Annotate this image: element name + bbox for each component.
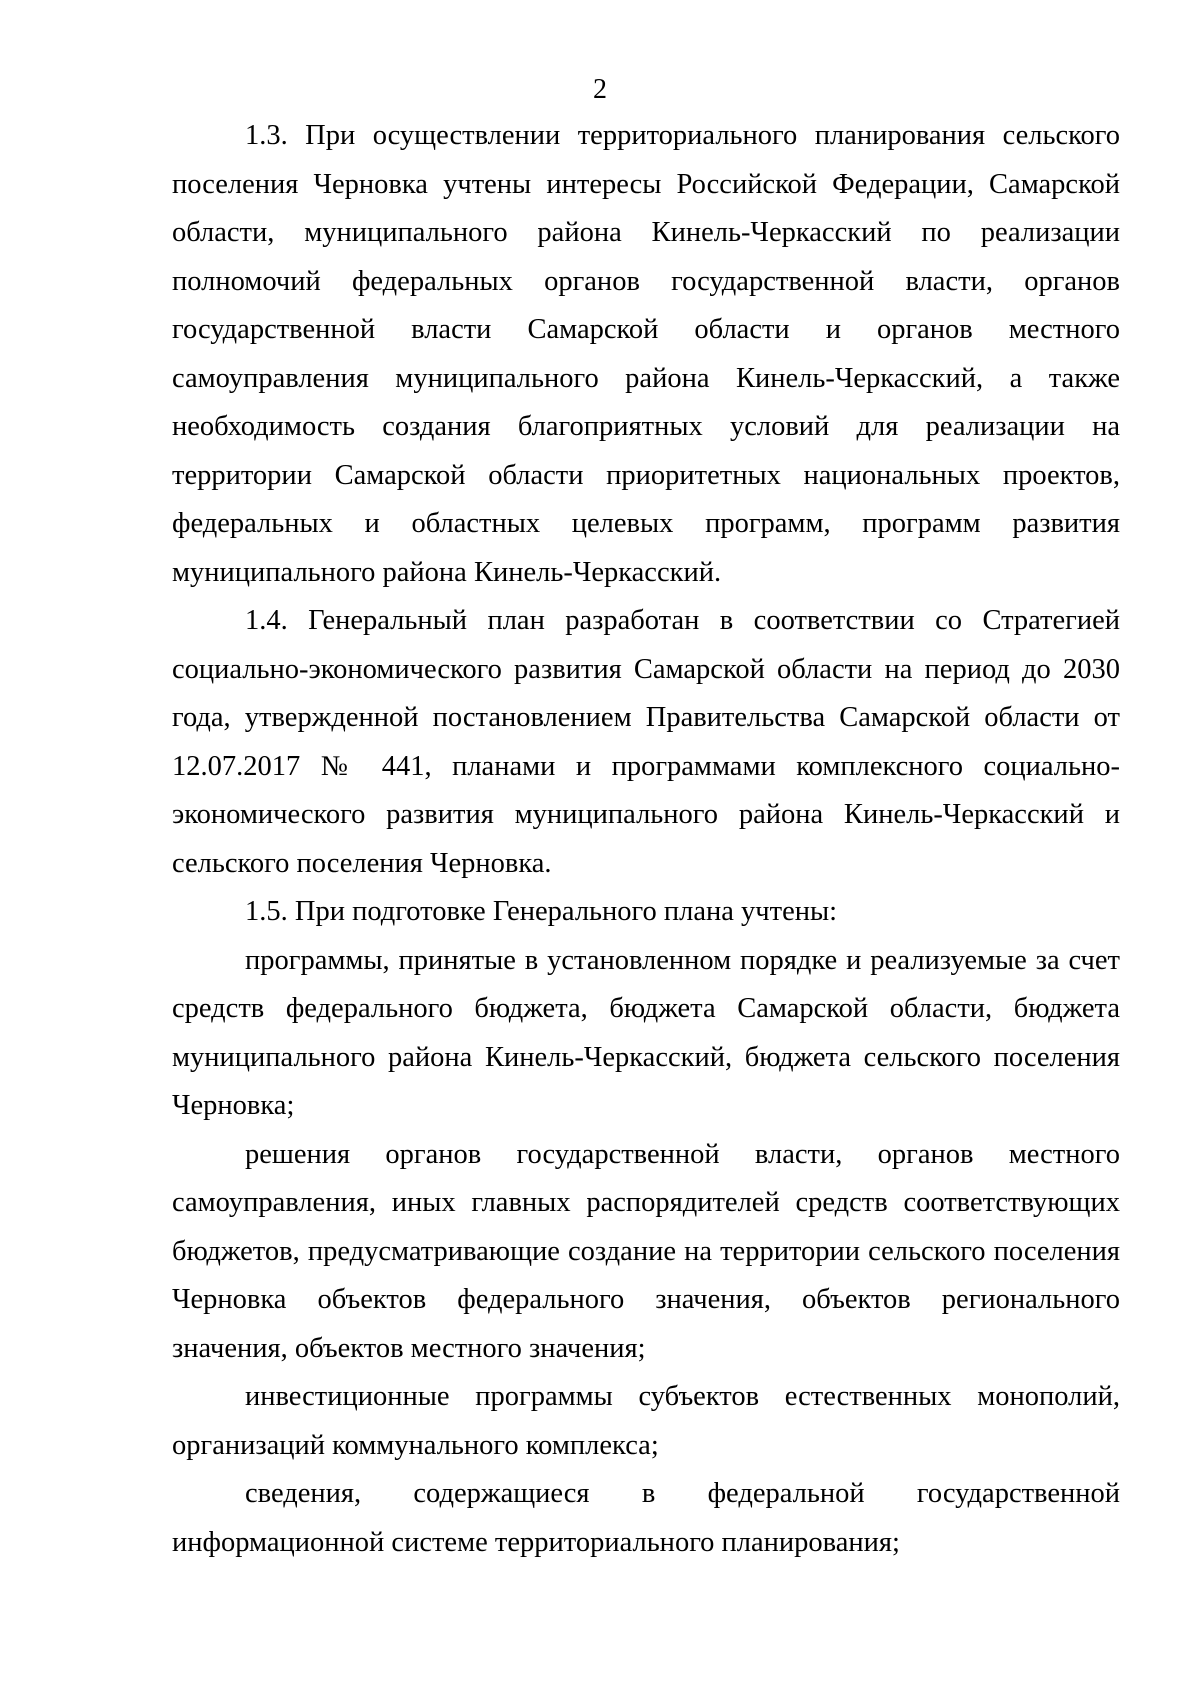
paragraph-programs: программы, принятые в установленном порядке и реализуемые за счет средств федерального бюджета, бюджета Самарской области, бюджета муниципального района Кинель-Черкасский, бюджета сельского поселения Черновка; [172, 944, 1120, 1121]
paragraph-1-5-intro: 1.5. При подготовке Генерального плана учтены: [245, 896, 838, 927]
document-body [172, 112, 1120, 1567]
paragraph-decisions: решения органов государственной власти, органов местного самоуправления, иных главных распорядителей средств соответствующих бюджетов, предусматривающие создание на территории сельского поселения Черновка объектов федерального значения, объектов регионального значения, объектов местного значения; [172, 1138, 1120, 1364]
page-number: 2 [593, 74, 607, 105]
paragraph-investment-programs: инвестиционные программы субъектов естественных монополий, организаций коммунального комплекса; [172, 1381, 1120, 1461]
paragraph-1-3: 1.3. При осуществлении территориального планирования сельского поселения Черновка учтены интересы Российской Федерации, Самарской области, муниципального района Кинель-Черкасский по реализации полномочий федеральных органов государственной власти, органов государственной власти Самарской области и органов местного самоуправления муниципального района Кинель-Черкасский, а также необходимость создания благоприятных условий для реализации на территории Самарской области приоритетных национальных проектов, федеральных и областных целевых программ, программ развития муниципального района Кинель-Черкасский. [172, 120, 1120, 588]
paragraph-information-system: сведения, содержащиеся в федеральной государственной информационной системе территориального планирования; [172, 1478, 1120, 1558]
paragraph-1-4: 1.4. Генеральный план разработан в соответствии со Стратегией социально-экономического развития Самарской области на период до 2030 года, утвержденной постановлением Правительства Самарской области от 12.07.2017 № 441, планами и программами комплексного социально-экономического развития муниципального района Кинель-Черкасский и сельского поселения Черновка. [172, 605, 1120, 879]
